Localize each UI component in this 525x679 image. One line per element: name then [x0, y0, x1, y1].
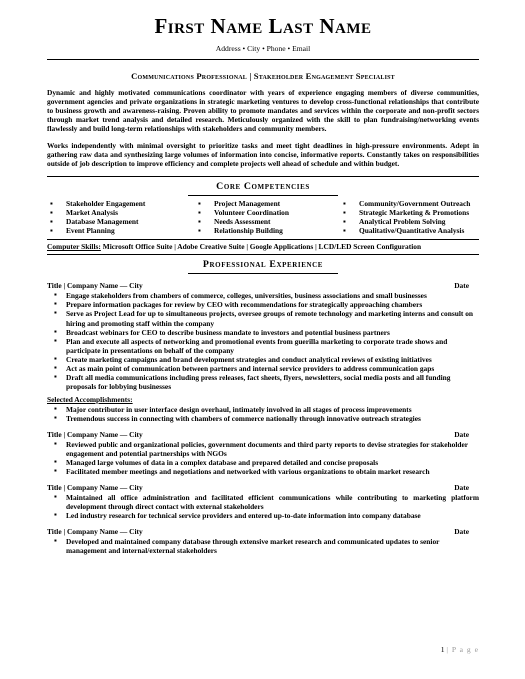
competencies-grid: [47, 200, 479, 236]
competency-item: ▪ Project Management: [198, 200, 343, 209]
competencies-section-header: [47, 176, 479, 196]
job-title: Title | Company Name — City: [47, 281, 143, 291]
accomplishment-bullet: ▪ Major contributor in user interface design overhaul, intimately involved in all stages of process improvements: [54, 405, 479, 414]
competency-item: ▪ Relationship Building: [198, 227, 343, 236]
competency-item: ▪ Database Management: [50, 218, 198, 227]
job-header: [47, 483, 479, 492]
job-entry: [47, 430, 479, 476]
job-header: [47, 430, 479, 439]
competency-item: ▪ Qualitative/Quantitative Analysis: [343, 227, 479, 236]
computer-skills-line: [47, 239, 479, 251]
job-entry: [47, 281, 479, 422]
contact-line: Address • City • Phone • Email: [215, 44, 311, 53]
job-bullet: ▪ Developed and maintained company database through extensive market research and communicated updates to senior management and internal/external stakeholders: [54, 537, 479, 555]
job-entry: [47, 527, 479, 555]
competency-item: ▪ Market Analysis: [50, 209, 198, 218]
job-bullets: [47, 291, 479, 390]
job-bullet: ▪ Draft all media communications including press releases, fact sheets, flyers, newsletters, social media posts and all funding proposals for lobbying businesses: [54, 373, 479, 391]
competencies-column-2: [198, 200, 343, 236]
accomplishment-bullet: ▪ Tremendous success in connecting with chambers of commerce nationally through innovative outreach strategies: [54, 414, 479, 423]
page-footer: [441, 645, 479, 654]
job-bullet: ▪ Act as main point of communication between partners and internal service providers to address communication gaps: [54, 364, 479, 373]
job-date: Date: [454, 527, 469, 537]
job-entry: [47, 483, 479, 520]
competency-item: ▪ Stakeholder Engagement: [50, 200, 198, 209]
job-date: Date: [454, 281, 469, 291]
job-bullet: ▪ Create marketing campaigns and brand development strategies and conduct analytical reviews of existing initiatives: [54, 355, 479, 364]
job-date: Date: [454, 429, 469, 439]
job-title: Title | Company Name — City: [47, 483, 143, 493]
competency-item: ▪ Analytical Problem Solving: [343, 218, 479, 227]
job-bullet: ▪ Maintained all office administration and facilitated efficient communications while contributing to marketing platform development through direct contact with external stakeholders: [54, 493, 479, 511]
competency-item: ▪ Strategic Marketing & Promotions: [343, 209, 479, 218]
competencies-column-3: [343, 200, 479, 236]
job-bullet: ▪ Reviewed public and organizational policies, government documents and third party reports to devise strategies for stakeholder engagement and potential partnerships with NGOs: [54, 440, 479, 458]
computer-skills-label: Computer Skills:: [47, 242, 101, 252]
job-bullets: [47, 440, 479, 476]
job-bullet: ▪ Engage stakeholders from chambers of commerce, colleges, universities, business associations and small businesses: [54, 291, 479, 300]
professional-headline: Communications Professional | Stakeholder Engagement Specialist: [131, 71, 395, 82]
job-bullet: ▪ Serve as Project Lead for up to simultaneous projects, oversee groups of remote technology and marketing interns and consult on hiring and promoting staff within the company: [54, 309, 479, 327]
accomplishment-bullets: [47, 405, 479, 423]
summary-paragraph-2: Works independently with minimal oversight to prioritize tasks and meet tight deadlines in high-pressure environments. Adept in gathering raw data and synthesizing large volumes of information into concise, informative reports. Constantly takes on responsibilities outside of job description to improve efficiency and complete projects well ahead of schedule and within budget.: [47, 140, 479, 168]
competency-item: ▪ Needs Assessment: [198, 218, 343, 227]
job-bullet: ▪ Managed large volumes of data in a complex database and prepared detailed and concise proposals: [54, 458, 479, 467]
job-bullets: [47, 493, 479, 520]
job-bullets: [47, 537, 479, 555]
job-header: [47, 281, 479, 290]
competency-item: ▪ Event Planning: [50, 227, 198, 236]
header-divider: [47, 59, 479, 60]
job-title: Title | Company Name — City: [47, 527, 143, 537]
summary-paragraph-1: Dynamic and highly motivated communications coordinator with years of experience engaging members of diverse communities, government agencies and private organizations in strategic marketing ventures to develop cross-functional relationships that contribute to business growth and awareness-raising. Proven ability to promote mandates and services within the corporate and non-profit sectors through market trend analysis and detailed research. Meticulously organized with the skill to plan fundraising/networking events flawlessly and build long-term relationships with stakeholders and community members.: [47, 87, 479, 133]
experience-title: Professional Experience: [202, 259, 324, 271]
competency-item: ▪ Community/Government Outreach: [343, 200, 479, 209]
competency-item: ▪ Volunteer Coordination: [198, 209, 343, 218]
competencies-column-1: [50, 200, 198, 236]
competencies-title: Core Competencies: [216, 180, 310, 192]
job-bullet: ▪ Prepare information packages for review by CEO with recommendations for strategically approaching chambers: [54, 300, 479, 309]
page-number: 1: [440, 645, 445, 654]
job-bullet: ▪ Plan and execute all aspects of networking and promotional events from guerilla marketing to corporate trade shows and participate in presentations on behalf of the company: [54, 337, 479, 355]
job-bullet: ▪ Facilitated member meetings and negotiations and networked with various organizations to obtain market research: [54, 467, 479, 476]
job-header: [47, 527, 479, 536]
accomplishments-label: Selected Accomplishments:: [47, 394, 133, 404]
computer-skills-text: Microsoft Office Suite | Adobe Creative Suite | Google Applications | LCD/LED Screen Configuration: [100, 242, 422, 252]
job-date: Date: [454, 483, 469, 493]
page-label: | P a g e: [446, 645, 479, 654]
job-bullet: ▪ Led industry research for technical service providers and entered up-to-date information into company database: [54, 511, 479, 520]
experience-section-header: [47, 254, 479, 274]
candidate-name: First Name Last Name: [154, 14, 372, 38]
section-underline: [188, 273, 338, 274]
job-bullet: ▪ Broadcast webinars for CEO to describe business mandate to investors and potential business partners: [54, 328, 479, 337]
section-underline: [188, 195, 338, 196]
job-title: Title | Company Name — City: [47, 429, 143, 439]
